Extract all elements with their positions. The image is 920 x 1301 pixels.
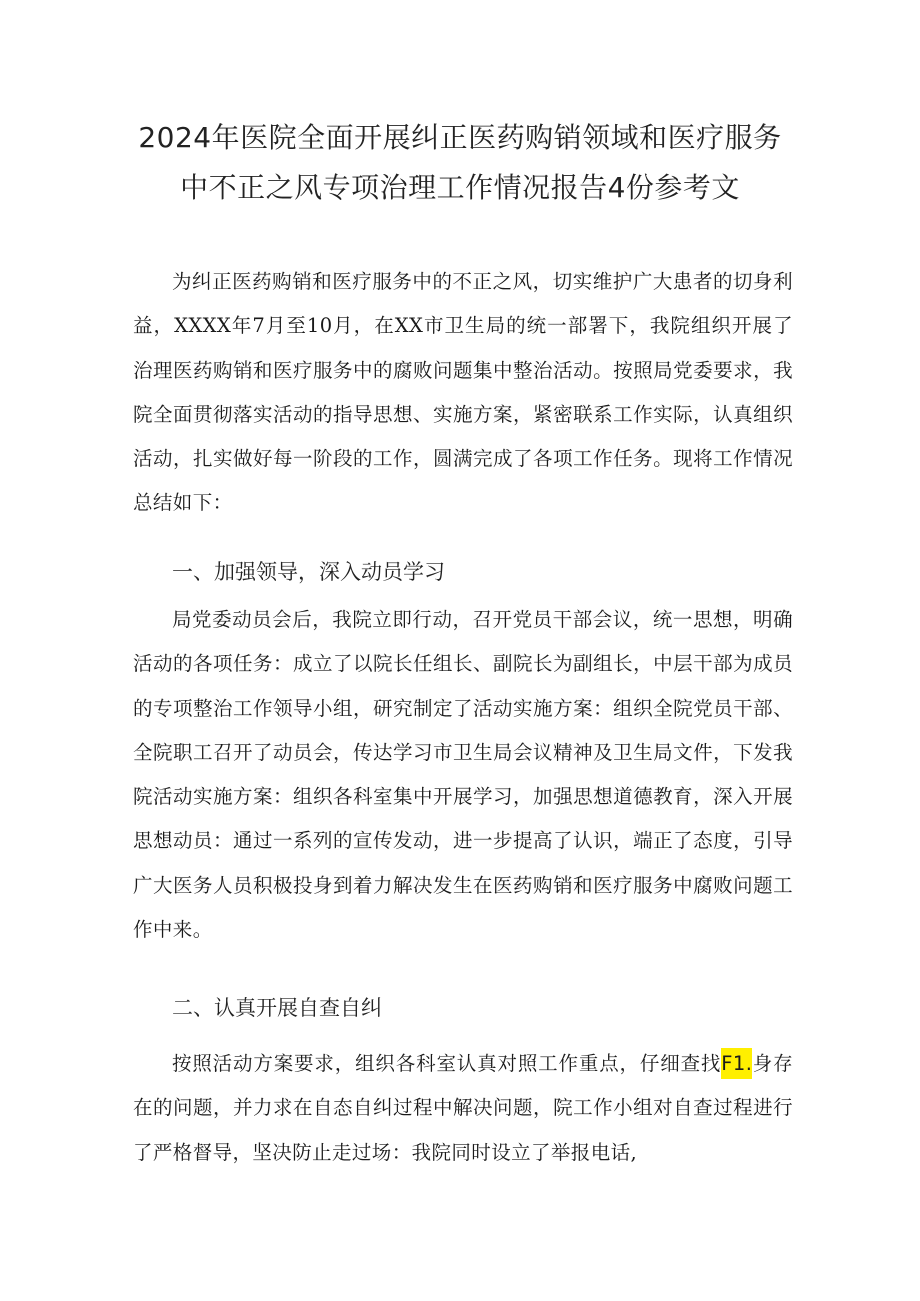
section-2-text-after: 身存在的问题，并力求在自态自纠过程中解决问题，院工作小组对自查过程进行了严格督导，坚决防止走过场：我院同时设立了举报电话, bbox=[133, 1052, 793, 1164]
section-1-heading: 一、加强领导，深入动员学习 bbox=[172, 560, 445, 584]
highlighted-text: F1. bbox=[721, 1048, 752, 1079]
section-2-heading: 二、认真开展自查自纠 bbox=[172, 996, 382, 1020]
section-1-paragraph: 局党委动员会后，我院立即行动，召开党员干部会议，统一思想，明确活动的各项任务：成立了以院长任组长、副院长为副组长，中层干部为成员的专项整治工作领导小组，研究制定了活动实施方案：组织全院党员干部、全院职工召开了动员会，传达学习市卫生局会议精神及卫生局文件，下发我院活动实施方案：组织各科室集中开展学习，加强思想道德教育，深入开展思想动员：通过一系列的宣传发动，进一步提高了认识，端正了态度，引导广大医务人员积极投身到着力解决发生在医药购销和医疗服务中腐败问题工作中来。 bbox=[133, 608, 793, 942]
section-2-text-before: 按照活动方案要求，组织各科室认真对照工作重点，仔细查找 bbox=[172, 1052, 722, 1075]
section-2-paragraph bbox=[133, 1042, 793, 1175]
document-title-line-2: 中不正之风专项治理工作情况报告4份参考文 bbox=[180, 171, 740, 204]
document-title-line-1: 2024年医院全面开展纠正医药购销领域和医疗服务 bbox=[138, 121, 782, 154]
intro-paragraph: 为纠正医药购销和医疗服务中的不正之风，切实维护广大患者的切身利益，XXXX年7月至10月，在XX市卫生局的统一部署下，我院组织开展了治理医药购销和医疗服务中的腐败问题集中整治活动。按照局党委要求，我院全面贯彻落实活动的指导思想、实施方案，紧密联系工作实际，认真组织活动，扎实做好每一阶段的工作，圆满完成了各项工作任务。现将工作情况总结如下： bbox=[133, 270, 793, 515]
